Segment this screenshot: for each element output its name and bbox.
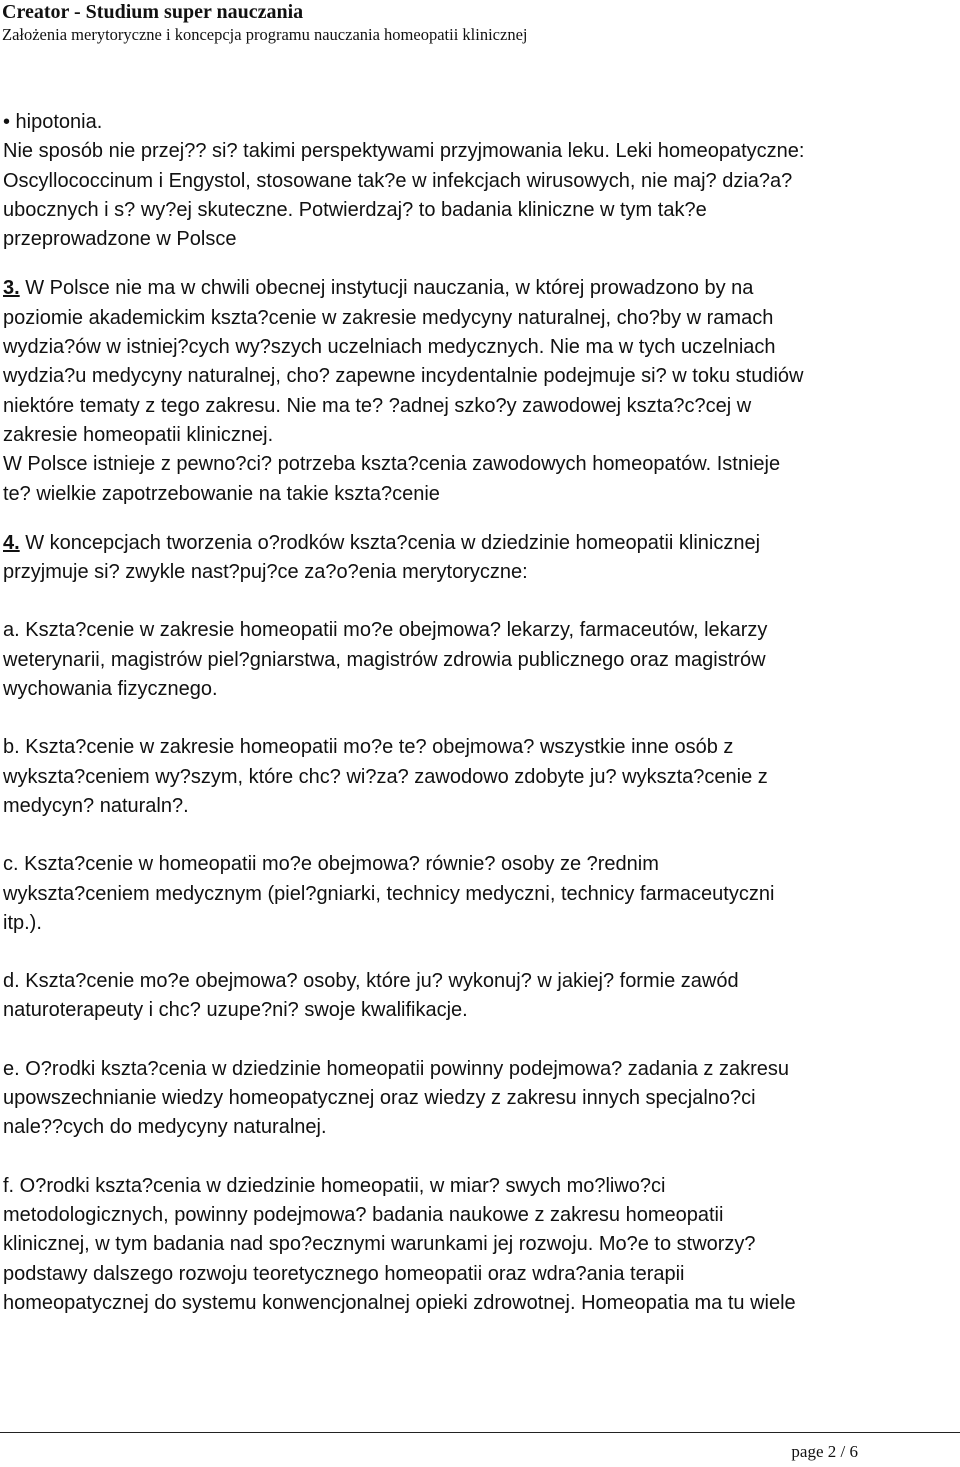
section-3: [3, 274, 953, 508]
text-line: zakresie homeopatii klinicznej.: [3, 423, 274, 446]
text-line: metodologicznych, powinny podejmowa? badania naukowe z zakresu homeopatii: [3, 1203, 724, 1226]
section-4-first-line: W koncepcjach tworzenia o?rodków kszta?cenia w dziedzinie homeopatii klinicznej: [19, 531, 761, 554]
text-line: a. Kszta?cenie w zakresie homeopatii mo?e obejmowa? lekarzy, farmaceutów, lekarzy: [3, 619, 768, 642]
text-line: d. Kszta?cenie mo?e obejmowa? osoby, które ju? wykonuj? w jakiej? formie zawód: [3, 970, 739, 993]
text-line: przeprowadzone w Polsce: [3, 228, 237, 251]
item-e: [3, 1055, 953, 1143]
text-line: b. Kszta?cenie w zakresie homeopatii mo?e te? obejmowa? wszystkie inne osób z: [3, 736, 734, 759]
footer-divider: [0, 1432, 960, 1433]
section-number: 4.: [3, 531, 20, 554]
text-line: c. Kszta?cenie w homeopatii mo?e obejmowa? równie? osoby ze ?rednim: [3, 853, 659, 876]
text-line: wykszta?ceniem wy?szym, które chc? wi?za? zawodowo zdobyte ju? wykszta?cenie z: [3, 765, 768, 788]
text-line: weterynarii, magistrów piel?gniarstwa, magistrów zdrowia publicznego oraz magistrów: [3, 648, 766, 671]
item-a: [3, 616, 953, 704]
text-line: Oscyllococcinum i Engystol, stosowane tak?e w infekcjach wirusowych, nie maj? dzia?a?: [3, 169, 793, 192]
text-line: podstawy dalszego rozwoju teoretycznego homeopatii oraz wdra?ania terapii: [3, 1262, 685, 1285]
text-line: te? wielkie zapotrzebowanie na takie kszta?cenie: [3, 482, 440, 505]
text-line: wychowania fizycznego.: [3, 678, 218, 701]
bullet-item: • hipotonia.: [3, 111, 103, 133]
text-line: wydzia?u medycyny naturalnej, cho? zapewne incydentalnie podejmuje si? w toku studiów: [3, 365, 804, 388]
text-line: W Polsce istnieje z pewno?ci? potrzeba kszta?cenia zawodowych homeopatów. Istnieje: [3, 453, 781, 476]
text-line: [3, 529, 953, 558]
text-line: nale??cych do medycyny naturalnej.: [3, 1116, 327, 1139]
text-line: itp.).: [3, 911, 42, 934]
document-subtitle: Założenia merytoryczne i koncepcja programu nauczania homeopatii klinicznej: [2, 25, 528, 44]
item-c: [3, 850, 953, 938]
text-line: upowszechnianie wiedzy homeopatycznej oraz wiedzy z zakresu innych specjalno?ci: [3, 1087, 756, 1110]
document-body: [3, 108, 953, 1318]
text-line: niektóre tematy z tego zakresu. Nie ma te? ?adnej szko?y zawodowej kszta?c?cej w: [3, 394, 752, 417]
text-line: klinicznej, w tym badania nad spo?ecznymi warunkami jej rozwoju. Mo?e to stworzy?: [3, 1233, 756, 1256]
item-f: [3, 1172, 953, 1318]
page-number: page 2 / 6: [791, 1442, 858, 1461]
section-3-first-line: W Polsce nie ma w chwili obecnej instytucji nauczania, w której prowadzono by na: [19, 277, 754, 300]
paragraph-1: [3, 137, 953, 254]
text-line: e. O?rodki kszta?cenia w dziedzinie homeopatii powinny podejmowa? zadania z zakresu: [3, 1057, 789, 1080]
text-line: [3, 274, 953, 303]
section-4: [3, 529, 953, 588]
text-line: homeopatycznej do systemu konwencjonalnej opieki zdrowotnej. Homeopatia ma tu wiele: [3, 1291, 796, 1314]
item-b: [3, 733, 953, 821]
text-line: naturoterapeuty i chc? uzupe?ni? swoje kwalifikacje.: [3, 999, 468, 1022]
text-line: medycyn? naturaln?.: [3, 794, 189, 817]
text-line: wykszta?ceniem medycznym (piel?gniarki, technicy medyczni, technicy farmaceutyczni: [3, 882, 775, 905]
section-number: 3.: [3, 277, 20, 300]
document-title: Creator - Studium super nauczania: [2, 1, 304, 23]
text-line: wydzia?ów w istniej?cych wy?szych uczelniach medycznych. Nie ma w tych uczelniach: [3, 336, 776, 359]
text-line: poziomie akademickim kszta?cenie w zakresie medycyny naturalnej, cho?by w ramach: [3, 306, 774, 329]
text-line: ubocznych i s? wy?ej skuteczne. Potwierdzaj? to badania kliniczne w tym tak?e: [3, 198, 707, 221]
text-line: przyjmuje si? zwykle nast?puj?ce za?o?enia merytoryczne:: [3, 561, 528, 584]
text-line: Nie sposób nie przej?? si? takimi perspektywami przyjmowania leku. Leki homeopatyczne:: [3, 140, 805, 163]
text-line: f. O?rodki kszta?cenia w dziedzinie homeopatii, w miar? swych mo?liwo?ci: [3, 1174, 666, 1197]
document-header: [2, 0, 952, 46]
item-d: [3, 967, 953, 1026]
